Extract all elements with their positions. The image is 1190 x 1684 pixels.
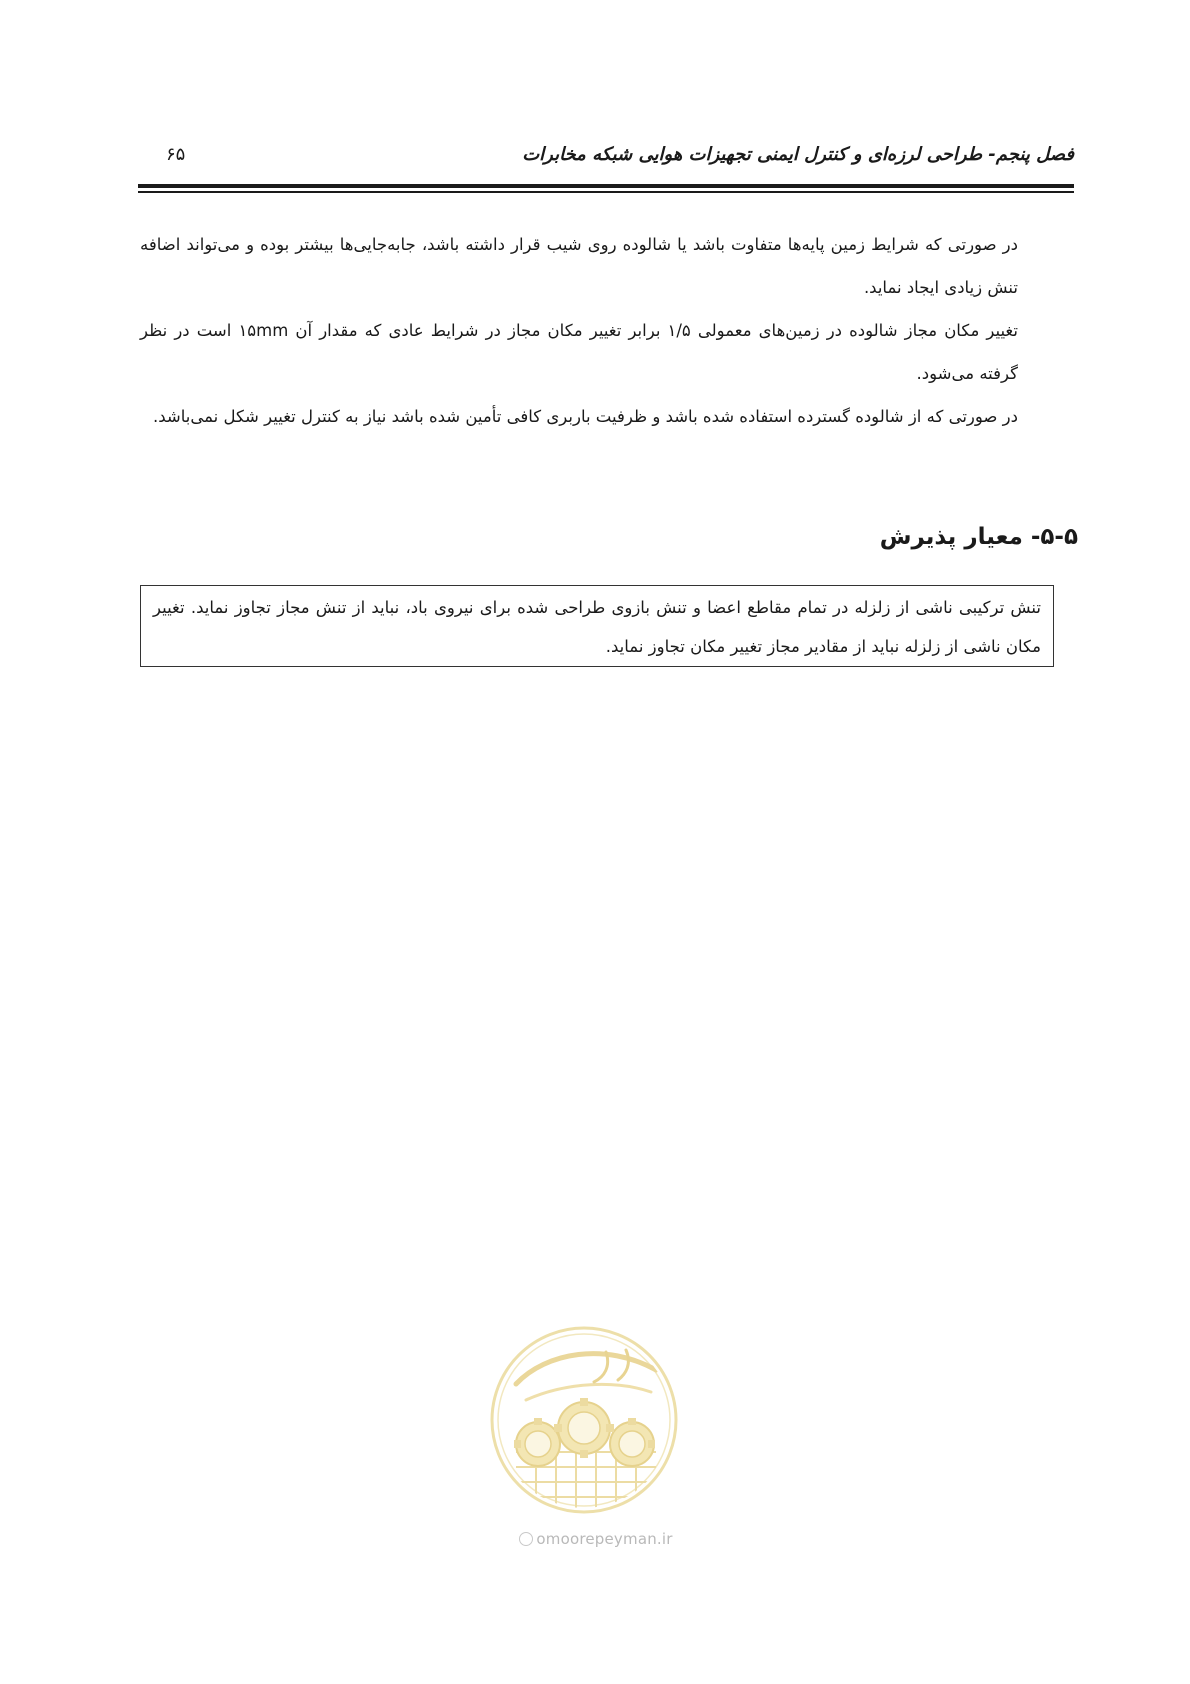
section-heading: ۵-۵- معیار پذیرش	[879, 524, 1078, 550]
watermark-url	[496, 1530, 696, 1548]
at-icon	[519, 1532, 533, 1546]
watermark-logo-icon	[486, 1322, 682, 1518]
page-header	[138, 140, 1074, 180]
paragraph: در صورتی که از شالوده گسترده استفاده شده باشد و ظرفیت باربری کافی تأمین شده باشد نیاز به کنترل تغییر شکل نمی‌باشد.	[152, 407, 1018, 426]
watermark-url-text: omoorepeyman.ir	[536, 1530, 673, 1548]
chapter-title: فصل پنجم- طراحی لرزه‌ای و کنترل ایمنی تجهیزات هوایی شبکه مخابرات	[522, 144, 1074, 165]
acceptance-criteria-box: تنش ترکیبی ناشی از زلزله در تمام مقاطع اعضا و تنش بازوی طراحی شده برای نیروی باد، نباید از تنش مجاز تجاوز نماید. تغییر مکان ناشی از زلزله نباید از مقادیر مجاز تغییر مکان تجاوز نماید.	[140, 585, 1054, 667]
paragraph: در صورتی که شرایط زمین پایه‌ها متفاوت باشد یا شالوده روی شیب قرار داشته باشد، جابه‌جایی‌ها بیشتر بوده و می‌تواند اضافه تنش زیادی ایجاد نماید.	[140, 235, 1018, 297]
header-rule-thin	[138, 191, 1074, 193]
body-text	[140, 223, 1018, 438]
header-rule-thick	[138, 184, 1074, 188]
paragraph: تغییر مکان مجاز شالوده در زمین‌های معمولی ۱/۵ برابر تغییر مکان مجاز در شرایط عادی که مقدار آن ۱۵mm است در نظر گرفته می‌شود.	[140, 321, 1018, 383]
page-number: ۶۵	[166, 144, 186, 165]
